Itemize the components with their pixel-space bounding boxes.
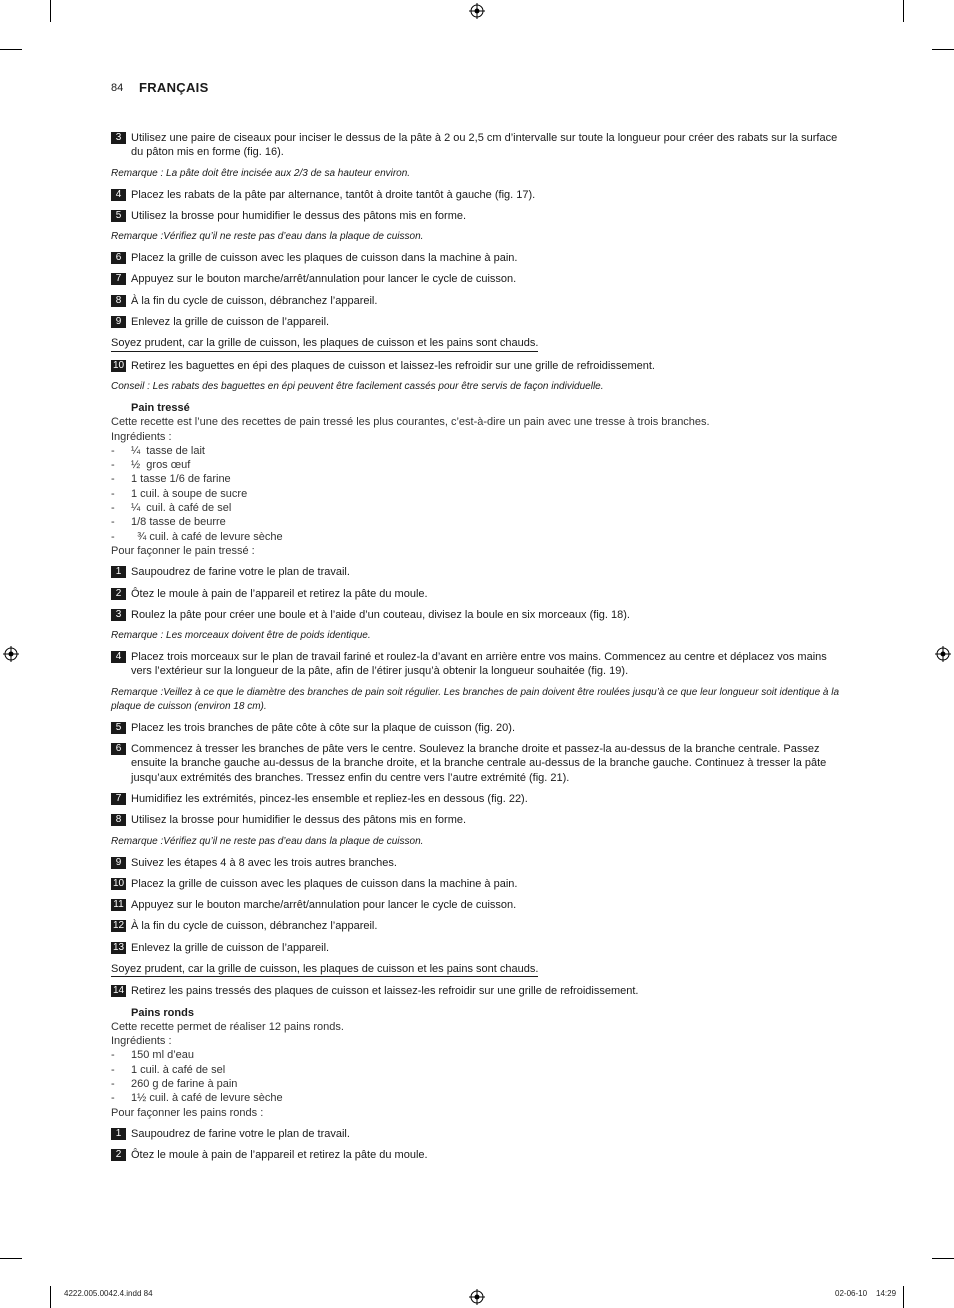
ingredient-item — [111, 530, 843, 544]
ingredient-item — [111, 444, 843, 458]
ingredient-text: ¾ cuil. à café de levure sèche — [131, 530, 283, 543]
step-text: À la fin du cycle de cuisson, débranchez l’appareil. — [131, 920, 378, 933]
step-number-badge: 4 — [111, 189, 126, 201]
instruction-step — [111, 813, 843, 827]
step-number-badge: 8 — [111, 814, 126, 826]
registration-mark-icon — [3, 646, 19, 662]
registration-mark-icon — [935, 646, 951, 662]
crop-mark — [0, 49, 22, 50]
remark-note: Remarque : Les morceaux doivent être de poids identique. — [111, 630, 371, 642]
ingredient-item — [111, 1063, 843, 1077]
instruction-step — [111, 315, 843, 329]
instruction-step — [111, 587, 843, 601]
list-bullet: - — [111, 459, 115, 472]
page-number: 84 — [111, 82, 124, 94]
list-bullet: - — [111, 516, 115, 529]
crop-mark — [903, 1286, 904, 1308]
step-text: Utilisez la brosse pour humidifier le dessus des pâtons mis en forme. — [131, 209, 467, 222]
instruction-step — [111, 1148, 843, 1162]
page-title: FRANÇAIS — [139, 80, 209, 95]
instruction-step — [111, 359, 843, 373]
instruction-step — [111, 856, 843, 870]
ingredient-text: 1 cuil. à café de sel — [131, 1063, 226, 1076]
step-number-badge: 8 — [111, 295, 126, 307]
step-number-badge: 9 — [111, 857, 126, 869]
crop-mark — [932, 49, 954, 50]
step-number-badge: 14 — [112, 985, 125, 997]
registration-mark-icon — [469, 3, 485, 19]
ingredient-item — [111, 1048, 843, 1062]
step-number-badge: 11 — [111, 899, 126, 911]
ingredient-item — [111, 1091, 843, 1105]
step-text: Humidifiez les extrémités, pincez-les ensemble et repliez-les en dessous (fig. 22). — [131, 792, 528, 805]
ingredient-item — [111, 487, 843, 501]
ingredient-text: 1/8 tasse de beurre — [131, 516, 226, 529]
ingredient-text: 150 ml d’eau — [131, 1049, 194, 1062]
remark-note: Conseil : Les rabats des baguettes en épi peuvent être facilement cassés pour être servis de façon individuelle. — [111, 380, 604, 392]
instruction-step — [111, 792, 843, 806]
list-bullet: - — [111, 1078, 115, 1091]
paragraph: Ingrédients : — [111, 1035, 172, 1048]
warning-text: Soyez prudent, car la grille de cuisson, les plaques de cuisson et les pains sont chauds. — [111, 336, 538, 351]
paragraph: Cette recette permet de réaliser 12 pains ronds. — [111, 1020, 344, 1033]
step-number-badge: 2 — [111, 588, 126, 600]
section-heading: Pain tressé — [131, 401, 190, 414]
step-number-badge: 2 — [111, 1149, 126, 1161]
page-content — [111, 131, 843, 1170]
instruction-step — [111, 294, 843, 308]
instruction-step — [111, 251, 843, 265]
step-number-badge: 6 — [111, 252, 126, 264]
ingredient-text: 1 cuil. à soupe de sucre — [131, 487, 248, 500]
instruction-step — [111, 565, 843, 579]
step-text: Enlevez la grille de cuisson de l’appareil. — [131, 316, 330, 329]
ingredient-item — [111, 515, 843, 529]
step-number-badge: 5 — [111, 210, 126, 222]
crop-mark — [903, 0, 904, 22]
step-text: Utilisez une paire de ciseaux pour inciser le dessus de la pâte à 2 ou 2,5 cm d’intervalle sur toute la longueur pour créer des rabats sur la surface du pâton mis en forme (fig. 16). — [131, 132, 838, 159]
crop-mark — [50, 0, 51, 22]
step-number-badge: 1 — [111, 566, 126, 578]
list-bullet: - — [111, 1063, 115, 1076]
instruction-step — [111, 272, 843, 286]
remark-note: Remarque :Vérifiez qu’il ne reste pas d’eau dans la plaque de cuisson. — [111, 231, 424, 243]
instruction-step — [111, 941, 843, 955]
ingredient-text: 1 tasse 1/6 de farine — [131, 473, 231, 486]
ingredient-item — [111, 458, 843, 472]
footer-time: 14:29 — [876, 1289, 897, 1298]
step-text: Placez la grille de cuisson avec les plaques de cuisson dans la machine à pain. — [131, 252, 518, 265]
ingredient-text: 1½ cuil. à café de levure sèche — [131, 1092, 283, 1105]
step-text: Suivez les étapes 4 à 8 avec les trois autres branches. — [131, 856, 397, 869]
list-bullet: - — [111, 487, 115, 500]
remark-note: Remarque : La pâte doit être incisée aux 2/3 de sa hauteur environ. — [111, 167, 411, 179]
instruction-step — [111, 650, 843, 679]
step-number-badge: 10 — [112, 359, 125, 371]
step-text: Utilisez la brosse pour humidifier le dessus des pâtons mis en forme. — [131, 814, 467, 827]
list-bullet: - — [111, 530, 115, 543]
step-number-badge: 1 — [111, 1128, 126, 1140]
step-text: Commencez à tresser les branches de pâte vers le centre. Soulevez la branche droite et passez-la au-dessus de la branche centrale. Passez ensuite la branche gauche au-dessus de la branche droite, et la branche centrale au-dessus de la branche gauche. Continuez à tresser la pâte jusqu’aux extrémités des branches. Tressez enfin du centre vers l’autre extrémité (fig. 21). — [131, 743, 827, 784]
ingredient-text: 260 g de farine à pain — [131, 1078, 238, 1091]
paragraph: Pour façonner le pain tressé : — [111, 544, 255, 557]
instruction-step — [111, 877, 843, 891]
step-text: Enlevez la grille de cuisson de l’appareil. — [131, 941, 330, 954]
step-number-badge: 5 — [111, 722, 126, 734]
step-number-badge: 9 — [111, 316, 126, 328]
step-text: Roulez la pâte pour créer une boule et à l’aide d’un couteau, divisez la boule en six morceaux (fig. 18). — [131, 608, 630, 621]
crop-mark — [50, 1286, 51, 1308]
footer-filename: 4222.005.0042.4.indd 84 — [64, 1289, 153, 1298]
instruction-step — [111, 919, 843, 933]
step-text: Placez la grille de cuisson avec les plaques de cuisson dans la machine à pain. — [131, 877, 518, 890]
instruction-step — [111, 131, 843, 160]
step-text: Ôtez le moule à pain de l’appareil et retirez la pâte du moule. — [131, 587, 428, 600]
step-text: Placez les rabats de la pâte par alternance, tantôt à droite tantôt à gauche (fig. 17). — [131, 188, 536, 201]
step-text: Saupoudrez de farine votre le plan de travail. — [131, 566, 350, 579]
instruction-step — [111, 742, 843, 785]
step-number-badge: 3 — [111, 132, 126, 144]
instruction-step — [111, 898, 843, 912]
ingredient-item — [111, 501, 843, 515]
ingredient-item — [111, 472, 843, 486]
ingredient-text: ¼ cuil. à café de sel — [131, 502, 232, 515]
step-number-badge: 7 — [111, 273, 126, 285]
remark-note: Remarque :Veillez à ce que le diamètre des branches de pain soit régulier. Les branches de pain doivent être roulées jusqu’à ce que leur longueur soit identique à la plaque de cuisson (environ 18 cm). — [111, 686, 840, 712]
instruction-step — [111, 721, 843, 735]
paragraph: Ingrédients : — [111, 430, 172, 443]
ingredient-text: ½ gros œuf — [131, 459, 191, 472]
step-text: Placez trois morceaux sur le plan de travail fariné et roulez-la d’avant en arrière entre vos mains. Commencez au centre et déplacez vos mains vers l’extérieur sur la longueur de la pâte, afin de l’étirer jusqu’à obtenir la longueur souhaitée (fig. 19). — [131, 651, 827, 678]
remark-note: Remarque :Vérifiez qu’il ne reste pas d’eau dans la plaque de cuisson. — [111, 835, 424, 847]
ingredient-text: ¼ tasse de lait — [131, 444, 205, 457]
instruction-step — [111, 209, 843, 223]
step-text: Saupoudrez de farine votre le plan de travail. — [131, 1127, 350, 1140]
crop-mark — [932, 1258, 954, 1259]
footer-date: 02-06-10 — [835, 1289, 868, 1298]
paragraph: Cette recette est l’une des recettes de pain tressé les plus courantes, c’est-à-dire un pain avec une tresse à trois branches. — [111, 416, 710, 429]
registration-mark-icon — [469, 1289, 485, 1305]
step-number-badge: 6 — [111, 743, 126, 755]
ingredient-item — [111, 1077, 843, 1091]
crop-mark — [0, 1258, 22, 1259]
step-text: Ôtez le moule à pain de l’appareil et retirez la pâte du moule. — [131, 1149, 428, 1162]
step-text: Retirez les pains tressés des plaques de cuisson et laissez-les refroidir sur une grille de refroidissement. — [131, 985, 639, 998]
step-number-badge: 12 — [112, 920, 125, 932]
step-number-badge: 7 — [111, 793, 126, 805]
step-text: Retirez les baguettes en épi des plaques de cuisson et laissez-les refroidir sur une grille de refroidissement. — [131, 359, 655, 372]
step-text: Appuyez sur le bouton marche/arrêt/annulation pour lancer le cycle de cuisson. — [131, 273, 517, 286]
list-bullet: - — [111, 1049, 115, 1062]
instruction-step — [111, 188, 843, 202]
step-text: Placez les trois branches de pâte côte à côte sur la plaque de cuisson (fig. 20). — [131, 721, 515, 734]
paragraph: Pour façonner les pains ronds : — [111, 1106, 264, 1119]
step-number-badge: 4 — [111, 651, 126, 663]
step-text: Appuyez sur le bouton marche/arrêt/annulation pour lancer le cycle de cuisson. — [131, 899, 517, 912]
step-number-badge: 10 — [112, 877, 125, 889]
warning-text: Soyez prudent, car la grille de cuisson, les plaques de cuisson et les pains sont chauds. — [111, 962, 538, 977]
step-number-badge: 13 — [112, 941, 125, 953]
step-text: À la fin du cycle de cuisson, débranchez l’appareil. — [131, 294, 378, 307]
list-bullet: - — [111, 502, 115, 515]
list-bullet: - — [111, 1092, 115, 1105]
instruction-step — [111, 984, 843, 998]
list-bullet: - — [111, 444, 115, 457]
instruction-step — [111, 1127, 843, 1141]
step-number-badge: 3 — [111, 609, 126, 621]
instruction-step — [111, 608, 843, 622]
section-heading: Pains ronds — [131, 1006, 194, 1019]
list-bullet: - — [111, 473, 115, 486]
